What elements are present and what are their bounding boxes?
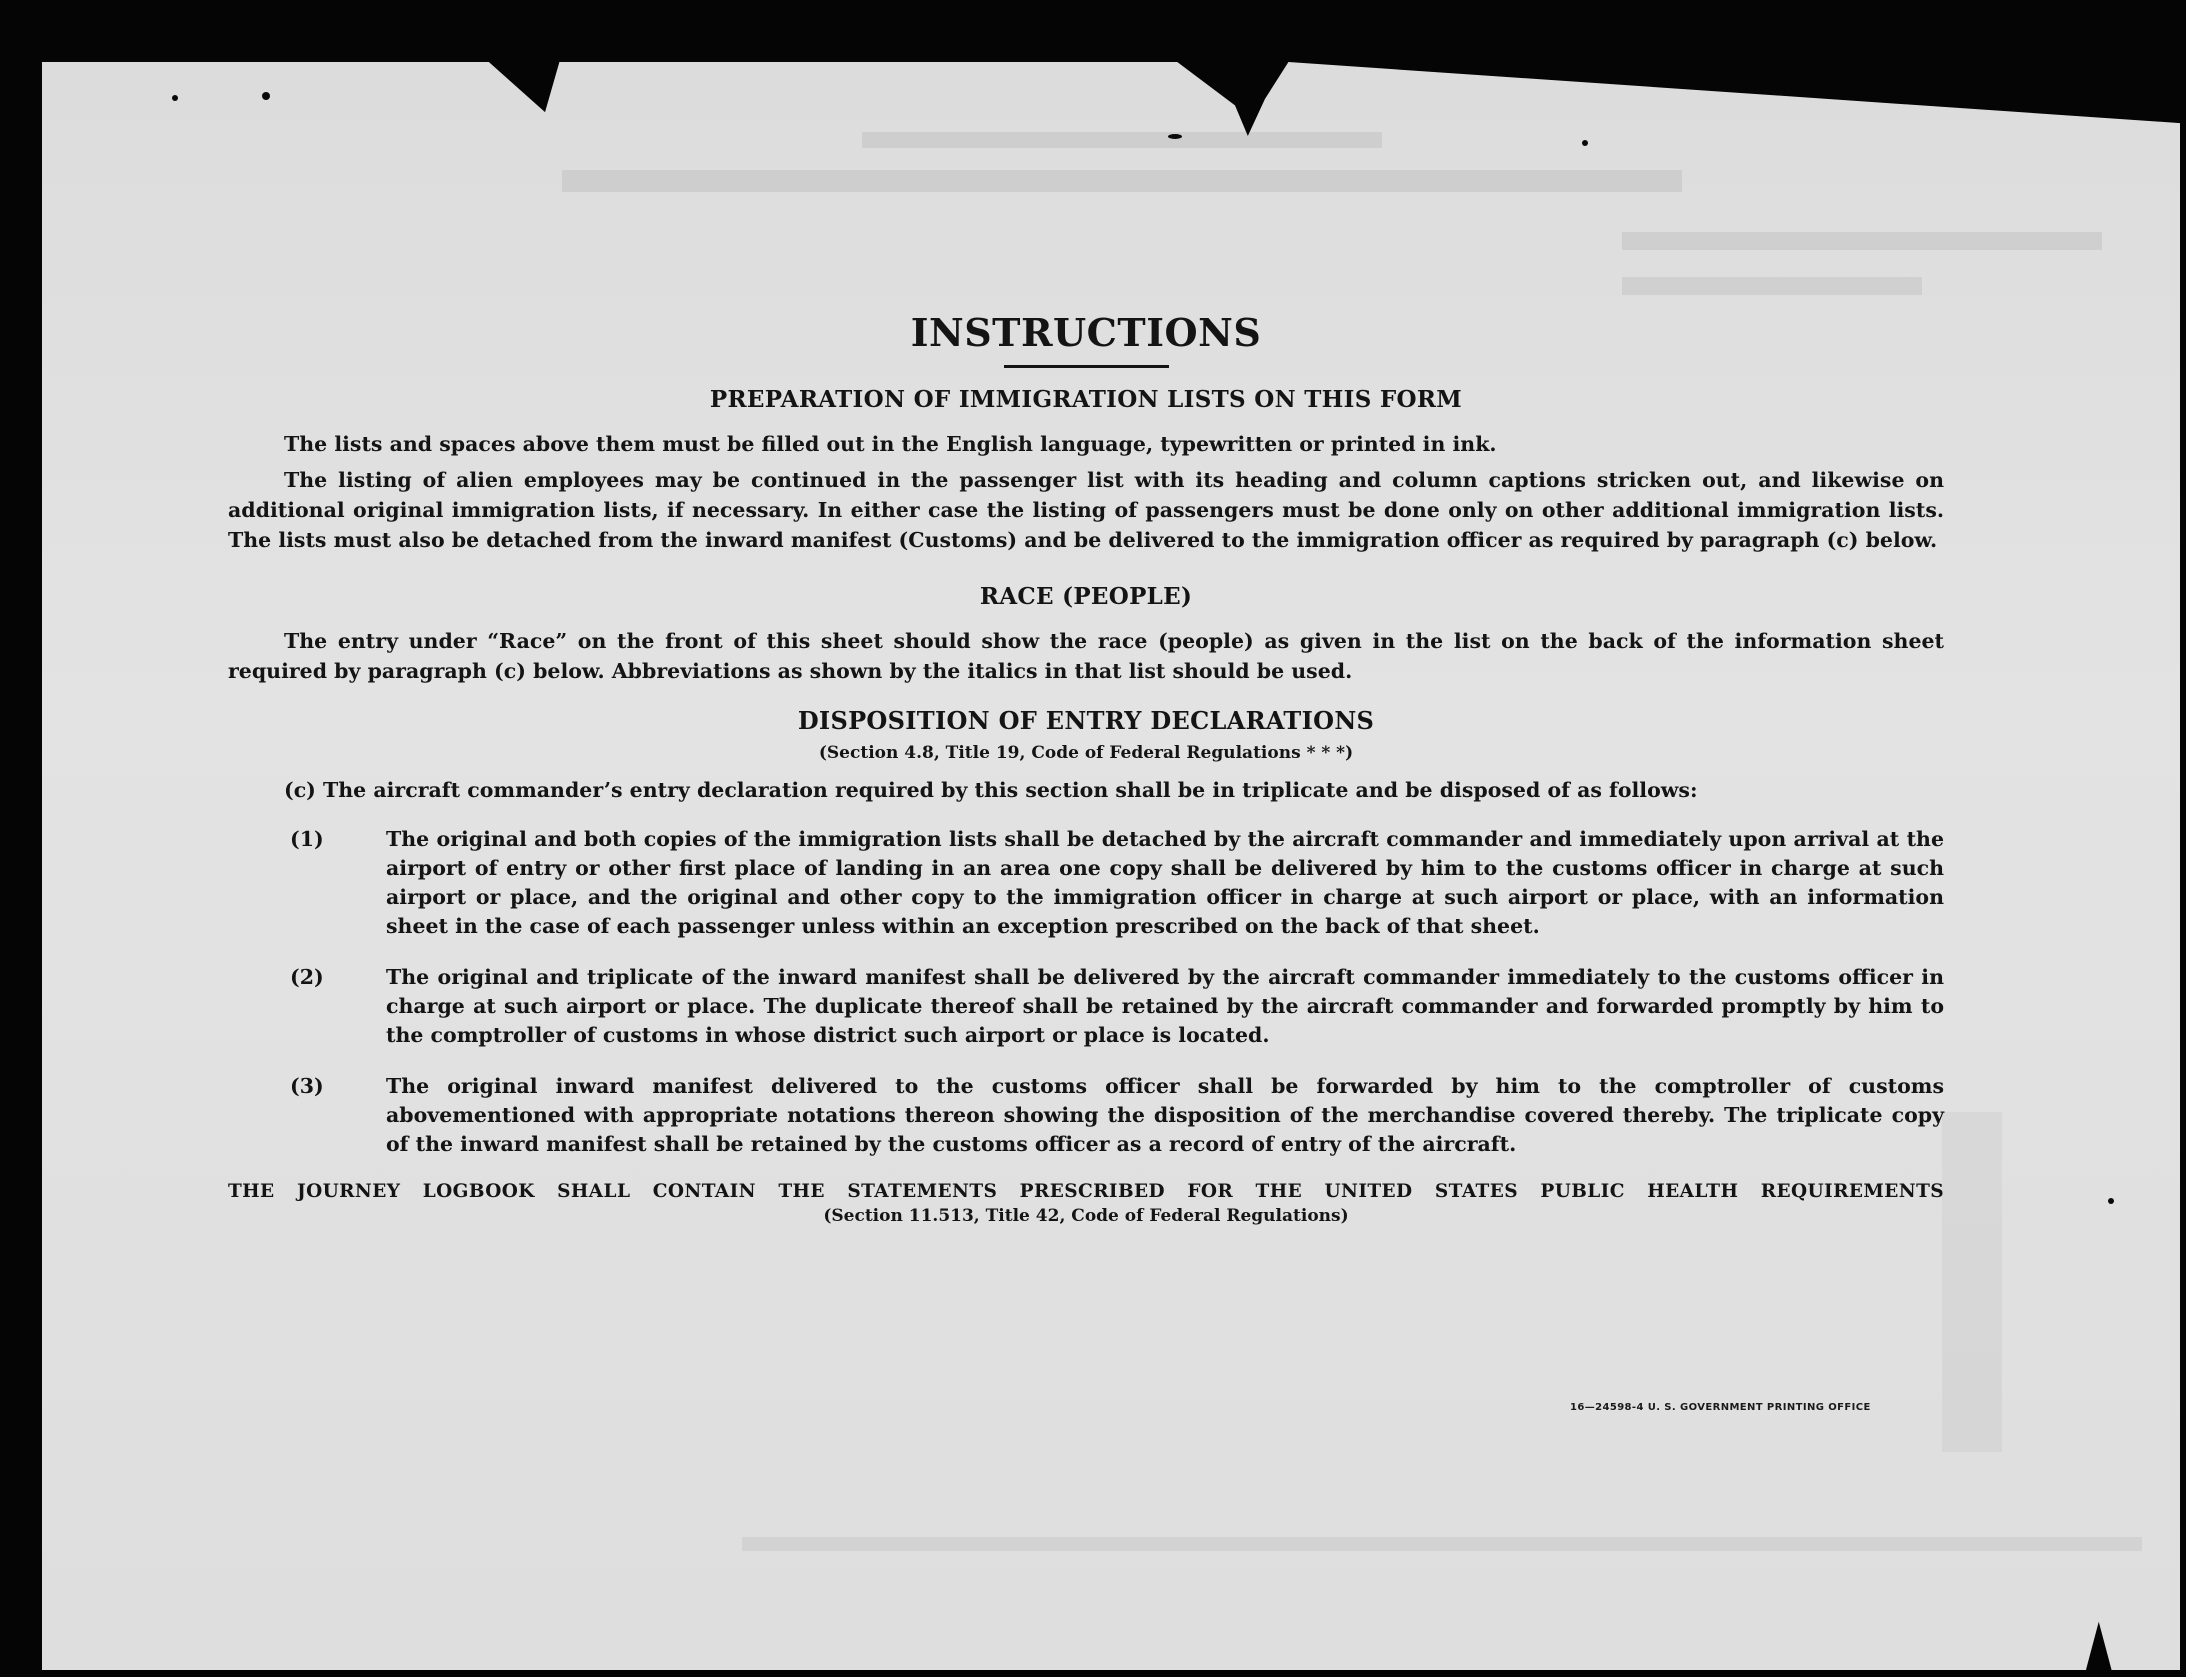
- disposition-citation: (Section 4.8, Title 19, Code of Federal Regulations * * *): [818, 743, 1354, 763]
- bleed-through-mark: [1942, 1112, 2002, 1452]
- speck: [2108, 1198, 2114, 1204]
- item-text: The original inward manifest delivered to the customs officer shall be forwarded by him to the comptroller of customs abovementioned with appropriate notations thereon showing the disposition of the merchandise covered thereby. The triplicate copy of the inward manifest shall be retained by the customs officer as a record of entry of the aircraft.: [386, 1074, 1944, 1156]
- section-heading-preparation: PREPARATION OF IMMIGRATION LISTS ON THIS FORM: [709, 386, 1463, 413]
- instructions-document: [228, 310, 1944, 1226]
- item-number: (1): [290, 827, 324, 851]
- bleed-through-mark: [742, 1537, 2142, 1551]
- printer-mark: 16—24598-4 U. S. GOVERNMENT PRINTING OFFICE: [1570, 1402, 1871, 1413]
- journey-logbook-notice: THE JOURNEY LOGBOOK SHALL CONTAIN THE STATEMENTS PRESCRIBED FOR THE UNITED STATES PUBLIC HEALTH REQUIREMENTS: [228, 1181, 1944, 1202]
- list-item: [290, 963, 1944, 1050]
- bleed-through-mark: [862, 132, 1382, 148]
- bleed-through-mark: [1622, 232, 2102, 250]
- speck: [1168, 134, 1182, 139]
- item-number: (3): [290, 1074, 324, 1098]
- section-heading-race: RACE (PEOPLE): [979, 583, 1193, 610]
- speck: [262, 92, 270, 100]
- paragraph: The listing of alien employees may be continued in the passenger list with its heading and column captions stricken out, and likewise on additional original immigration lists, if necessary. In either case the listing of passengers must be done only on other additional immigration lists. The lists must also be detached from the inward manifest (Customs) and be delivered to the immigration officer as required by paragraph (c) below.: [228, 468, 1944, 552]
- spacer: [228, 561, 1944, 583]
- list-item: [290, 825, 1944, 941]
- spacer: [228, 692, 1944, 706]
- speck: [172, 95, 178, 101]
- bleed-through-mark: [1622, 277, 1922, 295]
- page-title: INSTRUCTIONS: [910, 310, 1262, 355]
- item-text: The original and both copies of the immigration lists shall be detached by the aircraft commander and immediately upon arrival at the airport of entry or other first place of landing in an area one copy shall be delivered by him to the customs officer in charge at such airport or place, and the original and other copy to the immigration officer in charge at such airport or place, with an information sheet in the case of each passenger unless within an exception prescribed on the back of that sheet.: [386, 827, 1944, 938]
- paragraph: The entry under “Race” on the front of this sheet should show the race (people) as given in the list on the back of the information sheet required by paragraph (c) below. Abbreviations as shown by the italics in that list should be used.: [228, 629, 1944, 683]
- journey-citation: (Section 11.513, Title 42, Code of Federal Regulations): [823, 1206, 1349, 1226]
- list-item: [290, 1072, 1944, 1159]
- item-number: (2): [290, 965, 324, 989]
- title-underline: [1004, 365, 1169, 368]
- section-heading-disposition: DISPOSITION OF ENTRY DECLARATIONS: [797, 706, 1375, 735]
- paragraph: The lists and spaces above them must be filled out in the English language, typewritten or printed in ink.: [284, 432, 1497, 456]
- item-text: The original and triplicate of the inward manifest shall be delivered by the aircraft commander immediately to the customs officer in charge at such airport or place. The duplicate thereof shall be retained by the aircraft commander and forwarded promptly by him to the comptroller of customs in whose district such airport or place is located.: [386, 965, 1944, 1047]
- speck: [1582, 140, 1588, 146]
- bleed-through-mark: [562, 170, 1682, 192]
- clause-c: (c) The aircraft commander’s entry declaration required by this section shall be in triplicate and be disposed of as follows:: [284, 778, 1698, 802]
